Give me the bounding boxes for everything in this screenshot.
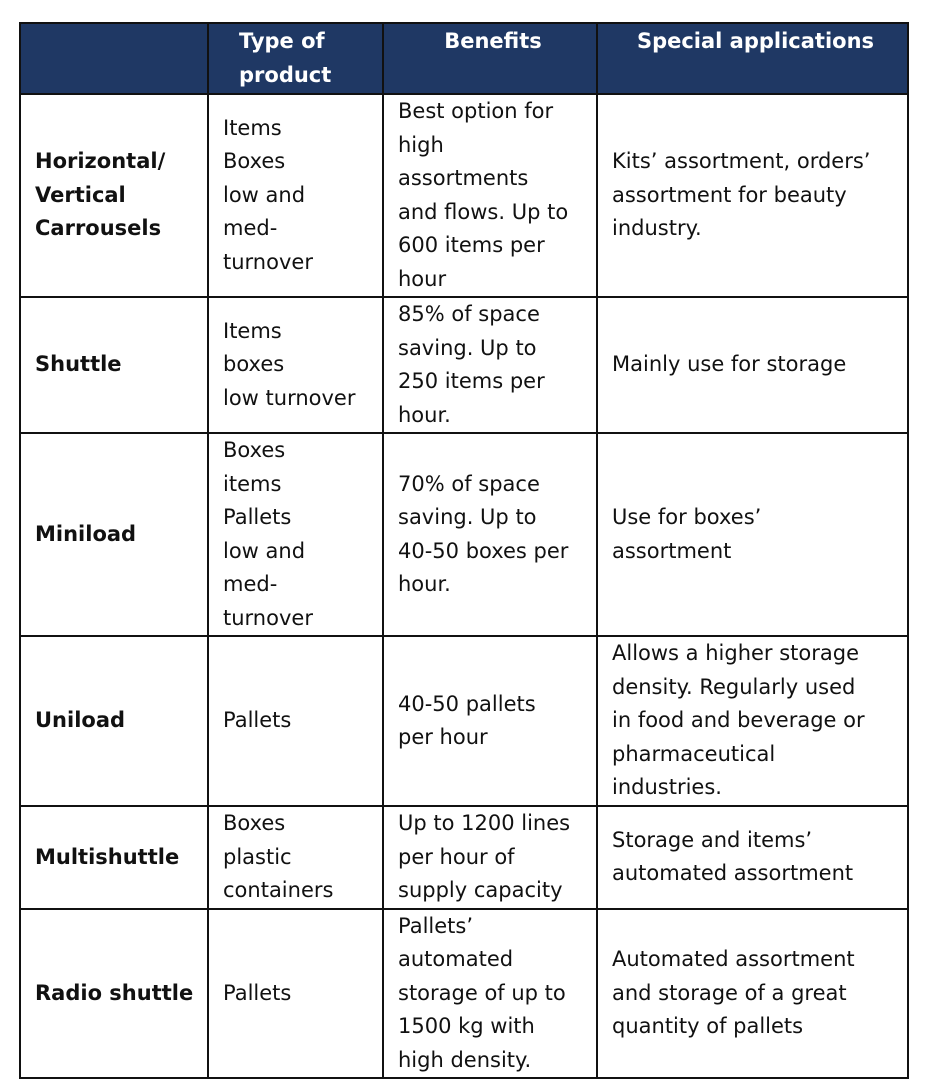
cell-text-line: quantity of pallets [612, 1014, 804, 1038]
product-type-cell [208, 909, 383, 1079]
cell-text-line: 40-50 boxes per [398, 538, 569, 563]
cell-text-line: Pallets [223, 708, 292, 733]
cell-text-line: high [398, 132, 444, 157]
cell-text-line: Pallets [223, 980, 292, 1005]
cell-text-line: 250 items per [398, 369, 545, 393]
storage-systems-table [19, 22, 909, 1079]
table-row [20, 94, 908, 297]
applications-cell [597, 433, 908, 636]
header-cell-benefits [383, 23, 597, 94]
cell-text-line: Items [223, 115, 282, 140]
cell-text-line: low and [223, 538, 306, 563]
applications-cell [597, 806, 908, 909]
product-type-cell [208, 636, 383, 806]
cell-text-line: Automated assortment [612, 947, 855, 971]
cell-text-line: 1500 kg with [398, 1014, 535, 1038]
cell-text-line: and flows. Up to [398, 199, 569, 224]
table-row [20, 297, 908, 433]
applications-cell [597, 636, 908, 806]
cell-text-line: Boxes [223, 149, 286, 174]
storage-systems-table-container [19, 22, 907, 1079]
cell-text-line: Kits’ assortment, orders’ [612, 149, 871, 174]
table-row [20, 806, 908, 909]
benefits-cell [383, 909, 597, 1079]
benefits-cell [383, 433, 597, 636]
product-type-cell [208, 297, 383, 433]
cell-text-line: Special applications [636, 29, 875, 53]
cell-text-line: Benefits [444, 29, 542, 53]
cell-text-line: Horizontal/ [35, 149, 166, 174]
cell-text-line: hour. [398, 572, 451, 596]
system-name-cell [20, 94, 208, 297]
system-name-cell [20, 806, 208, 909]
cell-text-line: Boxes [223, 811, 286, 835]
cell-text-line: 40-50 pallets [398, 691, 536, 716]
cell-text-line: med- [223, 572, 278, 596]
cell-text-line: industry. [612, 216, 702, 241]
cell-text-line: industries. [612, 775, 722, 800]
cell-text-line: per hour of [398, 844, 515, 869]
benefits-cell [383, 297, 597, 433]
cell-text-line: saving. Up to [398, 505, 537, 529]
cell-text-line: Pallets [223, 505, 292, 529]
cell-text-line: Mainly use for storage [612, 352, 847, 377]
cell-text-line: Up to 1200 lines [398, 811, 571, 835]
cell-text-line: Type of [239, 29, 325, 53]
product-type-cell [208, 433, 383, 636]
cell-text-line: assortment [612, 538, 732, 563]
cell-text-line: per hour [398, 725, 488, 749]
cell-text-line: high density. [398, 1047, 532, 1072]
cell-text-line: containers [223, 878, 334, 902]
cell-text-line: Shuttle [35, 352, 122, 377]
cell-text-line: low and [223, 182, 306, 207]
table-row [20, 433, 908, 636]
table-header-row [20, 23, 908, 94]
cell-text-line: Carrousels [35, 216, 162, 241]
cell-text-line: automated assortment [612, 861, 854, 886]
applications-cell [597, 909, 908, 1079]
benefits-cell [383, 806, 597, 909]
cell-text-line: Use for boxes’ [612, 505, 762, 529]
cell-text-line: hour [398, 266, 447, 291]
cell-text-line: density. Regularly used [612, 674, 856, 699]
cell-text-line: Best option for [398, 99, 554, 123]
cell-text-line: Radio shuttle [35, 980, 194, 1005]
table-row [20, 909, 908, 1079]
cell-text-line: 70% of space [398, 471, 540, 496]
cell-text-line: pharmaceutical [612, 741, 776, 766]
cell-text-line: 600 items per [398, 233, 545, 257]
cell-text-line: 85% of space [398, 302, 540, 326]
cell-text-line: in food and beverage or [612, 708, 865, 733]
cell-text-line: Items [223, 318, 282, 343]
cell-text-line: Miniload [35, 521, 137, 546]
cell-text-line: items [223, 471, 282, 496]
cell-text-line: Allows a higher storage [612, 641, 860, 666]
applications-cell [597, 297, 908, 433]
cell-text-line: Multishuttle [35, 844, 180, 869]
header-cell-special-applications [597, 23, 908, 94]
benefits-cell [383, 94, 597, 297]
cell-text-line: supply capacity [398, 878, 563, 902]
benefits-cell [383, 636, 597, 806]
cell-text-line: assortments [398, 166, 529, 190]
cell-text-line: med- [223, 216, 278, 241]
cell-text-line: automated [398, 947, 514, 971]
cell-text-line: and storage of a great [612, 980, 847, 1005]
cell-text-line: Boxes [223, 438, 286, 462]
header-cell-type-of-product [208, 23, 383, 94]
system-name-cell [20, 433, 208, 636]
cell-text-line: Storage and items’ [612, 827, 813, 852]
cell-text-line: plastic [223, 844, 292, 869]
cell-text-line: turnover [223, 249, 313, 274]
cell-text-line: turnover [223, 605, 313, 630]
cell-text-line: hour. [398, 402, 451, 427]
cell-text-line: assortment for beauty [612, 182, 847, 207]
cell-text-line: Vertical [35, 182, 126, 207]
cell-text-line: boxes [223, 352, 285, 377]
cell-text-line: Uniload [35, 708, 126, 733]
cell-text-line: saving. Up to [398, 335, 537, 360]
system-name-cell [20, 909, 208, 1079]
product-type-cell [208, 94, 383, 297]
system-name-cell [20, 636, 208, 806]
table-row [20, 636, 908, 806]
product-type-cell [208, 806, 383, 909]
system-name-cell [20, 297, 208, 433]
cell-text-line: product [239, 62, 332, 87]
applications-cell [597, 94, 908, 297]
cell-text-line: Pallets’ [398, 913, 474, 938]
cell-text-line: storage of up to [398, 980, 566, 1005]
cell-text-line: low turnover [223, 385, 356, 410]
header-cell-system [20, 23, 208, 94]
